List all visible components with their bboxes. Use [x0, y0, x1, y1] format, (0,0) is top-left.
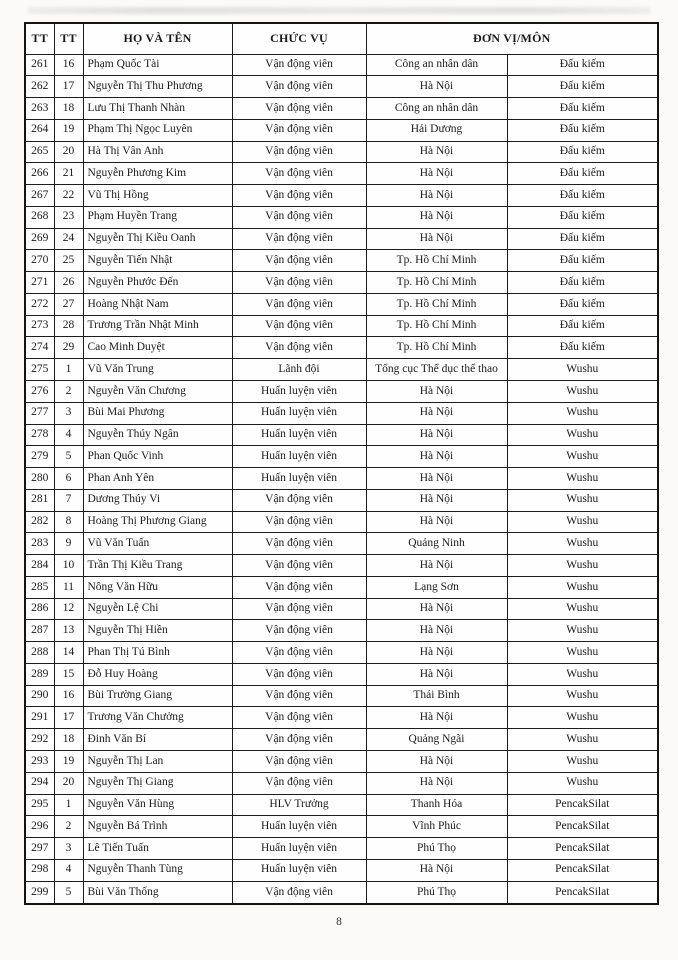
- cell-sport: Wushu: [507, 663, 658, 685]
- cell-stt-group: 8: [54, 511, 83, 533]
- cell-stt-group: 13: [54, 620, 83, 642]
- cell-unit: Hà Nội: [366, 772, 507, 794]
- cell-sport: Wushu: [507, 772, 658, 794]
- cell-stt-group: 4: [54, 424, 83, 446]
- cell-stt: 280: [25, 468, 54, 490]
- cell-stt: 270: [25, 250, 54, 272]
- cell-name: Phạm Thị Ngọc Luyên: [83, 119, 232, 141]
- header-row: [25, 23, 658, 54]
- table-row: [25, 511, 658, 533]
- cell-sport: Wushu: [507, 424, 658, 446]
- cell-sport: PencakSilat: [507, 881, 658, 904]
- cell-unit: Tp. Hồ Chí Minh: [366, 250, 507, 272]
- table-row: [25, 293, 658, 315]
- cell-role: Vận động viên: [232, 598, 366, 620]
- cell-stt-group: 5: [54, 881, 83, 904]
- cell-stt: 262: [25, 76, 54, 98]
- cell-role: Huấn luyện viên: [232, 859, 366, 881]
- cell-unit: Tp. Hồ Chí Minh: [366, 315, 507, 337]
- cell-name: Trần Thị Kiều Trang: [83, 555, 232, 577]
- cell-role: Vận động viên: [232, 772, 366, 794]
- cell-stt: 296: [25, 816, 54, 838]
- cell-stt: 272: [25, 293, 54, 315]
- cell-stt: 267: [25, 185, 54, 207]
- cell-sport: Đấu kiếm: [507, 337, 658, 359]
- cell-stt-group: 20: [54, 772, 83, 794]
- cell-role: Huấn luyện viên: [232, 816, 366, 838]
- cell-name: Hoàng Thị Phương Giang: [83, 511, 232, 533]
- delegation-roster-table: [24, 22, 659, 905]
- cell-sport: Wushu: [507, 751, 658, 773]
- cell-role: Huấn luyện viên: [232, 838, 366, 860]
- cell-stt-group: 9: [54, 533, 83, 555]
- cell-stt-group: 24: [54, 228, 83, 250]
- cell-stt-group: 19: [54, 119, 83, 141]
- cell-unit: Hà Nội: [366, 206, 507, 228]
- table-row: [25, 555, 658, 577]
- cell-stt-group: 15: [54, 663, 83, 685]
- cell-unit: Tp. Hồ Chí Minh: [366, 272, 507, 294]
- cell-sport: Wushu: [507, 380, 658, 402]
- cell-unit: Hải Dương: [366, 119, 507, 141]
- cell-role: Vận động viên: [232, 642, 366, 664]
- cell-unit: Hà Nội: [366, 663, 507, 685]
- cell-name: Nguyễn Thúy Ngân: [83, 424, 232, 446]
- cell-unit: Quảng Ngãi: [366, 729, 507, 751]
- cell-unit: Hà Nội: [366, 489, 507, 511]
- cell-sport: PencakSilat: [507, 816, 658, 838]
- table-row: [25, 76, 658, 98]
- cell-role: Vận động viên: [232, 54, 366, 76]
- table-row: [25, 663, 658, 685]
- header-tt1: TT: [25, 23, 54, 54]
- cell-sport: Wushu: [507, 598, 658, 620]
- cell-unit: Vĩnh Phúc: [366, 816, 507, 838]
- cell-name: Bùi Mai Phương: [83, 402, 232, 424]
- cell-stt: 277: [25, 402, 54, 424]
- cell-stt: 286: [25, 598, 54, 620]
- table-row: [25, 119, 658, 141]
- cell-sport: Đấu kiếm: [507, 163, 658, 185]
- table-row: [25, 838, 658, 860]
- cell-name: Nguyễn Thị Hiền: [83, 620, 232, 642]
- cell-name: Phan Anh Yên: [83, 468, 232, 490]
- cell-name: Hoàng Nhật Nam: [83, 293, 232, 315]
- cell-role: Vận động viên: [232, 250, 366, 272]
- table-row: [25, 576, 658, 598]
- cell-stt: 289: [25, 663, 54, 685]
- cell-name: Nguyễn Thị Giang: [83, 772, 232, 794]
- cell-stt: 291: [25, 707, 54, 729]
- cell-name: Nguyễn Lệ Chi: [83, 598, 232, 620]
- cell-sport: Đấu kiếm: [507, 98, 658, 120]
- table-row: [25, 685, 658, 707]
- cell-sport: Wushu: [507, 620, 658, 642]
- cell-role: Vận động viên: [232, 76, 366, 98]
- cell-stt-group: 2: [54, 816, 83, 838]
- cell-sport: Đấu kiếm: [507, 250, 658, 272]
- cell-unit: Phú Thọ: [366, 838, 507, 860]
- cell-sport: Wushu: [507, 402, 658, 424]
- cell-name: Bùi Văn Thống: [83, 881, 232, 904]
- table-row: [25, 794, 658, 816]
- cell-stt-group: 5: [54, 446, 83, 468]
- cell-sport: Đấu kiếm: [507, 185, 658, 207]
- cell-stt-group: 23: [54, 206, 83, 228]
- cell-stt: 295: [25, 794, 54, 816]
- cell-stt-group: 1: [54, 359, 83, 381]
- cell-role: Vận động viên: [232, 272, 366, 294]
- table-row: [25, 380, 658, 402]
- cell-stt: 265: [25, 141, 54, 163]
- cell-role: Vận động viên: [232, 707, 366, 729]
- table-row: [25, 185, 658, 207]
- table-row: [25, 446, 658, 468]
- cell-name: Bùi Trường Giang: [83, 685, 232, 707]
- cell-role: Vận động viên: [232, 185, 366, 207]
- scan-artifact-top: [28, 7, 650, 14]
- cell-stt: 268: [25, 206, 54, 228]
- cell-stt-group: 17: [54, 76, 83, 98]
- cell-stt: 274: [25, 337, 54, 359]
- cell-sport: Wushu: [507, 533, 658, 555]
- cell-role: Huấn luyện viên: [232, 402, 366, 424]
- header-role: CHỨC VỤ: [232, 23, 366, 54]
- cell-role: Huấn luyện viên: [232, 380, 366, 402]
- table-row: [25, 402, 658, 424]
- cell-stt-group: 20: [54, 141, 83, 163]
- cell-stt: 283: [25, 533, 54, 555]
- cell-unit: Hà Nội: [366, 76, 507, 98]
- cell-role: Huấn luyện viên: [232, 424, 366, 446]
- cell-sport: Đấu kiếm: [507, 228, 658, 250]
- cell-unit: Hà Nội: [366, 185, 507, 207]
- cell-role: Huấn luyện viên: [232, 468, 366, 490]
- cell-name: Nguyễn Thị Lan: [83, 751, 232, 773]
- table-row: [25, 272, 658, 294]
- cell-stt: 299: [25, 881, 54, 904]
- cell-sport: Wushu: [507, 729, 658, 751]
- cell-sport: Wushu: [507, 446, 658, 468]
- cell-sport: Wushu: [507, 576, 658, 598]
- cell-role: Vận động viên: [232, 141, 366, 163]
- cell-stt-group: 16: [54, 685, 83, 707]
- cell-name: Nguyễn Bá Trình: [83, 816, 232, 838]
- page-number: 8: [336, 916, 342, 928]
- cell-role: Vận động viên: [232, 337, 366, 359]
- cell-stt-group: 3: [54, 838, 83, 860]
- cell-stt: 298: [25, 859, 54, 881]
- cell-sport: PencakSilat: [507, 794, 658, 816]
- cell-role: Lãnh đội: [232, 359, 366, 381]
- cell-stt-group: 26: [54, 272, 83, 294]
- table-row: [25, 250, 658, 272]
- cell-name: Lê Tiến Tuấn: [83, 838, 232, 860]
- cell-name: Cao Minh Duyệt: [83, 337, 232, 359]
- cell-role: Vận động viên: [232, 751, 366, 773]
- cell-sport: PencakSilat: [507, 859, 658, 881]
- cell-unit: Hà Nội: [366, 228, 507, 250]
- cell-sport: Đấu kiếm: [507, 293, 658, 315]
- cell-role: Vận động viên: [232, 163, 366, 185]
- cell-sport: Wushu: [507, 468, 658, 490]
- cell-stt-group: 10: [54, 555, 83, 577]
- table-row: [25, 424, 658, 446]
- cell-stt: 273: [25, 315, 54, 337]
- cell-role: Vận động viên: [232, 511, 366, 533]
- cell-sport: Wushu: [507, 489, 658, 511]
- cell-name: Nguyễn Thị Kiều Oanh: [83, 228, 232, 250]
- cell-sport: Đấu kiếm: [507, 206, 658, 228]
- header-unit-sport: ĐƠN VỊ/MÔN: [366, 23, 658, 54]
- cell-sport: Đấu kiếm: [507, 315, 658, 337]
- cell-name: Đỗ Huy Hoàng: [83, 663, 232, 685]
- cell-stt: 275: [25, 359, 54, 381]
- table-row: [25, 707, 658, 729]
- table-row: [25, 772, 658, 794]
- cell-unit: Hà Nội: [366, 446, 507, 468]
- cell-stt-group: 18: [54, 98, 83, 120]
- cell-name: Dương Thúy Vi: [83, 489, 232, 511]
- table-row: [25, 359, 658, 381]
- cell-stt-group: 17: [54, 707, 83, 729]
- cell-role: Vận động viên: [232, 315, 366, 337]
- cell-unit: Hà Nội: [366, 424, 507, 446]
- cell-role: Vận động viên: [232, 533, 366, 555]
- cell-stt-group: 7: [54, 489, 83, 511]
- table-row: [25, 729, 658, 751]
- cell-stt: 293: [25, 751, 54, 773]
- cell-name: Nguyễn Văn Chương: [83, 380, 232, 402]
- cell-unit: Thanh Hóa: [366, 794, 507, 816]
- table-row: [25, 533, 658, 555]
- cell-name: Nguyễn Thị Thu Phương: [83, 76, 232, 98]
- cell-name: Nguyễn Văn Hùng: [83, 794, 232, 816]
- cell-stt: 276: [25, 380, 54, 402]
- cell-unit: Tp. Hồ Chí Minh: [366, 293, 507, 315]
- cell-stt-group: 19: [54, 751, 83, 773]
- cell-stt-group: 11: [54, 576, 83, 598]
- cell-role: Vận động viên: [232, 98, 366, 120]
- table-row: [25, 98, 658, 120]
- cell-role: Vận động viên: [232, 293, 366, 315]
- cell-name: Nguyễn Thanh Tùng: [83, 859, 232, 881]
- cell-unit: Hà Nội: [366, 555, 507, 577]
- cell-unit: Hà Nội: [366, 402, 507, 424]
- cell-name: Phạm Huyền Trang: [83, 206, 232, 228]
- cell-stt: 285: [25, 576, 54, 598]
- cell-stt: 261: [25, 54, 54, 76]
- cell-unit: Hà Nội: [366, 859, 507, 881]
- cell-stt: 279: [25, 446, 54, 468]
- table-row: [25, 489, 658, 511]
- cell-stt: 282: [25, 511, 54, 533]
- table-row: [25, 315, 658, 337]
- cell-unit: Hà Nội: [366, 707, 507, 729]
- cell-stt-group: 6: [54, 468, 83, 490]
- table-row: [25, 642, 658, 664]
- cell-name: Nguyễn Phương Kim: [83, 163, 232, 185]
- cell-role: Vận động viên: [232, 555, 366, 577]
- cell-sport: Wushu: [507, 555, 658, 577]
- cell-stt: 264: [25, 119, 54, 141]
- cell-sport: Wushu: [507, 511, 658, 533]
- cell-sport: Đấu kiếm: [507, 54, 658, 76]
- cell-stt-group: 1: [54, 794, 83, 816]
- cell-name: Trương Văn Chưởng: [83, 707, 232, 729]
- cell-stt-group: 21: [54, 163, 83, 185]
- cell-stt: 292: [25, 729, 54, 751]
- cell-stt-group: 14: [54, 642, 83, 664]
- cell-stt-group: 4: [54, 859, 83, 881]
- cell-unit: Hà Nội: [366, 468, 507, 490]
- table-row: [25, 228, 658, 250]
- cell-name: Phan Thị Tú Bình: [83, 642, 232, 664]
- cell-stt-group: 3: [54, 402, 83, 424]
- cell-stt-group: 2: [54, 380, 83, 402]
- cell-stt-group: 16: [54, 54, 83, 76]
- cell-sport: Wushu: [507, 642, 658, 664]
- cell-name: Trương Trần Nhật Minh: [83, 315, 232, 337]
- cell-unit: Công an nhân dân: [366, 54, 507, 76]
- table-row: [25, 206, 658, 228]
- cell-sport: Đấu kiếm: [507, 272, 658, 294]
- cell-stt: 281: [25, 489, 54, 511]
- table-row: [25, 881, 658, 904]
- cell-role: Vận động viên: [232, 228, 366, 250]
- cell-role: HLV Trưởng: [232, 794, 366, 816]
- cell-name: Nông Văn Hữu: [83, 576, 232, 598]
- table-row: [25, 816, 658, 838]
- cell-unit: Hà Nội: [366, 163, 507, 185]
- table-row: [25, 751, 658, 773]
- table-row: [25, 54, 658, 76]
- cell-role: Vận động viên: [232, 489, 366, 511]
- cell-stt: 287: [25, 620, 54, 642]
- cell-unit: Hà Nội: [366, 511, 507, 533]
- cell-stt-group: 29: [54, 337, 83, 359]
- header-name: HỌ VÀ TÊN: [83, 23, 232, 54]
- cell-stt-group: 25: [54, 250, 83, 272]
- header-tt2: TT: [54, 23, 83, 54]
- cell-role: Vận động viên: [232, 620, 366, 642]
- table-row: [25, 163, 658, 185]
- cell-unit: Hà Nội: [366, 598, 507, 620]
- cell-unit: Tổng cục Thể dục thể thao: [366, 359, 507, 381]
- cell-name: Phạm Quốc Tài: [83, 54, 232, 76]
- table-row: [25, 598, 658, 620]
- cell-sport: Wushu: [507, 685, 658, 707]
- cell-role: Huấn luyện viên: [232, 446, 366, 468]
- cell-sport: Wushu: [507, 359, 658, 381]
- cell-sport: Đấu kiếm: [507, 141, 658, 163]
- cell-stt: 269: [25, 228, 54, 250]
- cell-name: Vũ Văn Tuấn: [83, 533, 232, 555]
- table-header: [25, 23, 658, 54]
- cell-role: Vận động viên: [232, 119, 366, 141]
- cell-sport: Đấu kiếm: [507, 119, 658, 141]
- cell-stt: 290: [25, 685, 54, 707]
- cell-name: Phan Quốc Vinh: [83, 446, 232, 468]
- cell-role: Vận động viên: [232, 729, 366, 751]
- cell-unit: Hà Nội: [366, 141, 507, 163]
- cell-unit: Hà Nội: [366, 642, 507, 664]
- cell-stt: 266: [25, 163, 54, 185]
- cell-sport: Đấu kiếm: [507, 76, 658, 98]
- cell-unit: Hà Nội: [366, 751, 507, 773]
- cell-stt: 278: [25, 424, 54, 446]
- table-body: [25, 54, 658, 904]
- cell-unit: Hà Nội: [366, 620, 507, 642]
- cell-name: Đinh Văn Bí: [83, 729, 232, 751]
- cell-unit: Lạng Sơn: [366, 576, 507, 598]
- cell-unit: Hà Nội: [366, 380, 507, 402]
- cell-name: Nguyễn Phước Đến: [83, 272, 232, 294]
- cell-stt-group: 22: [54, 185, 83, 207]
- table-row: [25, 620, 658, 642]
- cell-role: Vận động viên: [232, 663, 366, 685]
- cell-role: Vận động viên: [232, 576, 366, 598]
- table-row: [25, 141, 658, 163]
- cell-name: Vũ Văn Trung: [83, 359, 232, 381]
- cell-stt-group: 12: [54, 598, 83, 620]
- cell-stt-group: 18: [54, 729, 83, 751]
- table-row: [25, 337, 658, 359]
- table-row: [25, 859, 658, 881]
- cell-unit: Quảng Ninh: [366, 533, 507, 555]
- cell-unit: Thái Bình: [366, 685, 507, 707]
- cell-stt-group: 27: [54, 293, 83, 315]
- cell-stt: 284: [25, 555, 54, 577]
- cell-role: Vận động viên: [232, 206, 366, 228]
- cell-stt: 263: [25, 98, 54, 120]
- cell-role: Vận động viên: [232, 685, 366, 707]
- cell-name: Hà Thị Vân Anh: [83, 141, 232, 163]
- cell-unit: Công an nhân dân: [366, 98, 507, 120]
- cell-stt: 271: [25, 272, 54, 294]
- cell-name: Nguyễn Tiến Nhật: [83, 250, 232, 272]
- cell-unit: Phú Thọ: [366, 881, 507, 904]
- cell-stt: 297: [25, 838, 54, 860]
- cell-sport: PencakSilat: [507, 838, 658, 860]
- cell-name: Vũ Thị Hồng: [83, 185, 232, 207]
- cell-stt: 294: [25, 772, 54, 794]
- cell-role: Vận động viên: [232, 881, 366, 904]
- cell-stt-group: 28: [54, 315, 83, 337]
- cell-sport: Wushu: [507, 707, 658, 729]
- cell-unit: Tp. Hồ Chí Minh: [366, 337, 507, 359]
- cell-name: Lưu Thị Thanh Nhàn: [83, 98, 232, 120]
- cell-stt: 288: [25, 642, 54, 664]
- table-row: [25, 468, 658, 490]
